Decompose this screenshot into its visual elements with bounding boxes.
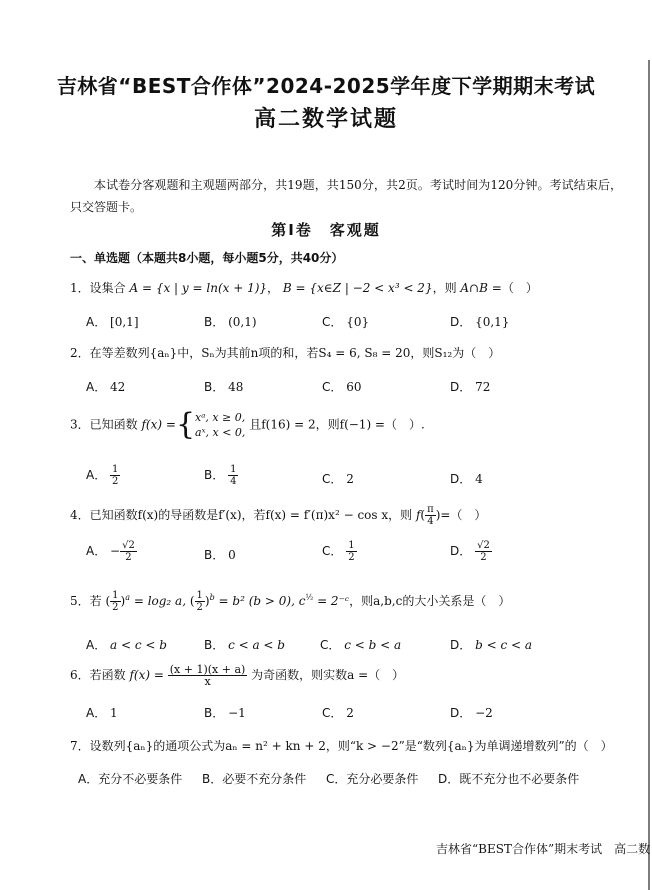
option-a: A．充分不必要条件: [78, 772, 183, 786]
option-d: D． −2: [450, 706, 493, 720]
option-a: A． − $\frac{√2}{2}$: [86, 540, 135, 563]
option-a: A． 1: [86, 706, 118, 720]
option-b: B． $\frac{1}{4}$: [204, 464, 237, 487]
option-d: D． 72: [450, 380, 491, 394]
option-c: C．充分必要条件: [326, 772, 419, 786]
brace-icon: {: [175, 407, 196, 442]
option-d: D． {0,1}: [450, 315, 510, 329]
question-4: 4．已知函数f(x)的导函数是f′(x)，若f(x) = f′(π)x² − cos x，则 f( $\frac{\pi}{4}$ )=（ ）: [70, 504, 487, 527]
option-b: B． c < a < b: [204, 638, 285, 652]
exam-instructions: 本试卷分客观题和主观题两部分，共19题，共150分，共2页。考试时间为120分钟。考试结束后，只交答题卡。: [70, 178, 622, 214]
question-5: 5．若 ( $\frac{1}{2}$ )$^a$ = log₂ a, ( $\frac{1}{2}$ )$^b$ = b² (b > 0), $c^{\frac{1}{2}}$ = 2⁻ᶜ，则a,b,c的大小关系是（ ）: [70, 590, 511, 613]
option-c: C． {0}: [322, 315, 370, 329]
option-c: C． 2: [322, 706, 354, 720]
option-b: B． 0: [204, 548, 236, 562]
question-6: 6．若函数 f(x) = $\frac{(x + 1)(x + a)}{x}$ 为奇函数，则实数a =（ ）: [70, 663, 405, 688]
option-a: A． [0,1]: [86, 315, 139, 329]
question-1: 1．设集合 A = {x | y = ln(x + 1)}， B = {x∈Z | −2 < x³ < 2}，则 A∩B =（ ）: [70, 281, 538, 295]
piecewise-cases: xᵃ, x ≥ 0, aˣ, x < 0,: [195, 411, 246, 439]
option-b: B．必要不充分条件: [202, 772, 307, 786]
option-a: A． 42: [86, 380, 126, 394]
option-d: D． 4: [450, 472, 483, 486]
question-7: 7．设数列{aₙ}的通项公式为aₙ = n² + kn + 2，则“k > −2”是“数列{aₙ}为单调递增数列”的（ ）: [70, 739, 613, 753]
option-c: C． 60: [322, 380, 362, 394]
option-a: A． a < c < b: [86, 638, 167, 652]
page-edge: [648, 60, 650, 890]
option-d: D． b < c < a: [450, 638, 533, 652]
option-c: C． $\frac{1}{2}$: [322, 540, 355, 563]
question-3: 3．已知函数 f(x) ={ xᵃ, x ≥ 0, aˣ, x < 0, 且f(16) = 2，则f(−1) =（ ）.: [70, 407, 425, 442]
option-b: B． −1: [204, 706, 246, 720]
page-footer: 吉林省“BEST合作体”期末考试 高二数: [436, 842, 651, 856]
option-a: A． $\frac{1}{2}$: [86, 464, 119, 487]
option-c: C． c < b < a: [320, 638, 402, 652]
option-d: D．既不充分也不必要条件: [438, 772, 580, 786]
part-title: 第Ⅰ卷 客观题: [271, 221, 381, 239]
option-b: B． (0,1): [204, 315, 257, 329]
exam-title: 吉林省“BEST合作体”2024-2025学年度下学期期末考试: [56, 74, 596, 98]
option-d: D． $\frac{√2}{2}$: [450, 540, 490, 563]
option-b: B． 48: [204, 380, 244, 394]
option-c: C． 2: [322, 472, 354, 486]
exam-subtitle: 高二数学试题: [253, 107, 398, 132]
section-title: 一、单选题（本题共8小题，每小题5分，共40分）: [70, 251, 344, 265]
question-2: 2．在等差数列{aₙ}中，Sₙ为其前n项的和，若S₄ = 6, S₈ = 20，则S₁₂为（ ）: [70, 346, 501, 360]
